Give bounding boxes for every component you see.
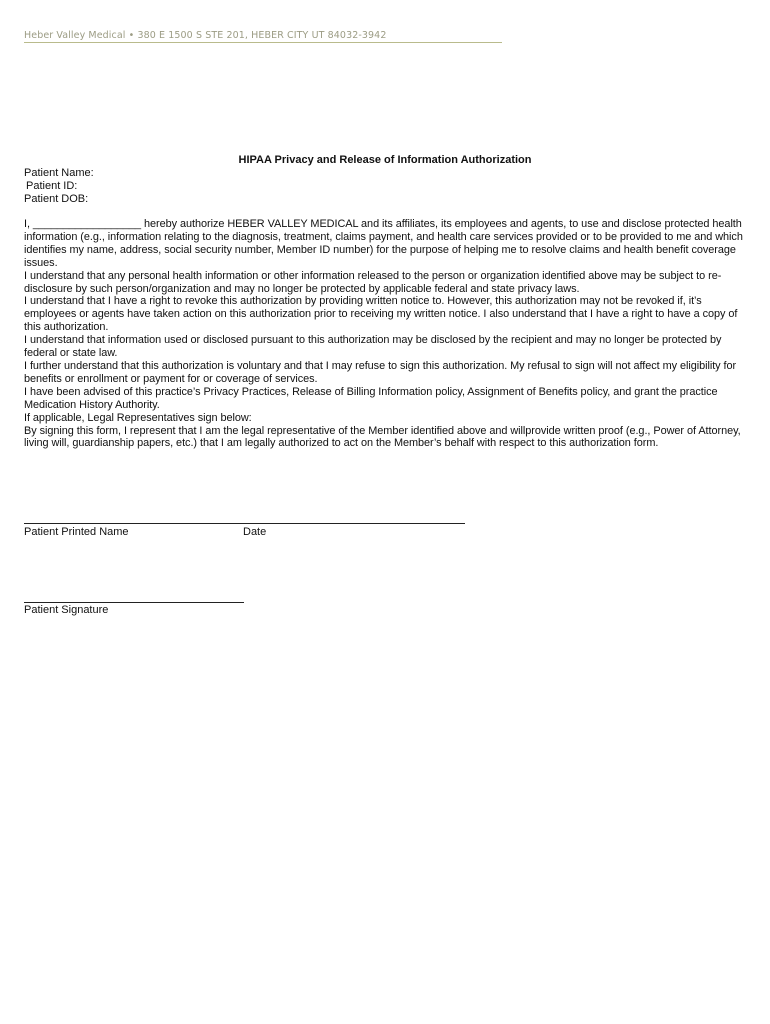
form-title: HIPAA Privacy and Release of Information Authorization — [238, 154, 532, 166]
patient-name-label: Patient Name: — [24, 167, 94, 179]
signature-label: Patient Signature — [24, 604, 109, 616]
signature-line[interactable] — [24, 602, 244, 603]
patient-info — [24, 167, 94, 206]
authorization-text — [24, 218, 752, 450]
paragraph-disclosed: I understand that information used or disclosed pursuant to this authorization may be disclosed by the recipient and may no longer be protected by federal or state law. — [24, 334, 722, 360]
patient-id-label: Patient ID: — [26, 180, 78, 192]
paragraph-legal-rep: If applicable, Legal Representatives sign below: — [24, 411, 252, 424]
paragraph-revoke: I understand that I have a right to revoke this authorization by providing written notice to. However, this authorization may not be revoked if, it’s employees or agents have taken action on this authorization prior to receiving my written notice. I also understand that I have a right to have a copy of this authorization. — [24, 295, 738, 334]
paragraph-representation: By signing this form, I represent that I am the legal representative of the Member identified above and willprovide written proof (e.g., Power of Attorney, living will, guardianship papers, etc.) that I am legally authorized to act on the Member’s behalf with respect to this authorization form. — [24, 424, 741, 450]
letterhead: Heber Valley Medical • 380 E 1500 S STE 201, HEBER CITY UT 84032-3942 — [24, 30, 502, 43]
paragraph-redisclosure: I understand that any personal health information or other information released to the person or organization identified above may be subject to re-disclosure by such person/organization and may no longer be protected by applicable federal and state privacy laws. — [24, 269, 722, 295]
date-label: Date — [243, 526, 267, 538]
printed-name-label: Patient Printed Name — [24, 526, 129, 538]
paragraph-voluntary: I further understand that this authorization is voluntary and that I may refuse to sign this authorization. My refusal to sign will not affect my eligibility for benefits or enrollment or payment for or coverage of services. — [24, 359, 737, 385]
paragraph-advised: I have been advised of this practice’s Privacy Practices, Release of Billing Information policy, Assignment of Benefits policy, and grant the practice Medication History Authority. — [24, 385, 718, 411]
patient-dob-label: Patient DOB: — [24, 193, 89, 205]
paragraph-authorize: I, __________________ hereby authorize HEBER VALLEY MEDICAL and its affiliates, its employees and agents, to use and disclose protected health information (e.g., information relating to the diagnosis, treatment, claims payment, and health care services provided or to be provided to me and which identifies my name, address, social security number, Member ID number) for the purpose of helping me to resolve claims and health benefit coverage issues. — [24, 218, 743, 269]
printed-name-date-line[interactable] — [24, 523, 465, 524]
